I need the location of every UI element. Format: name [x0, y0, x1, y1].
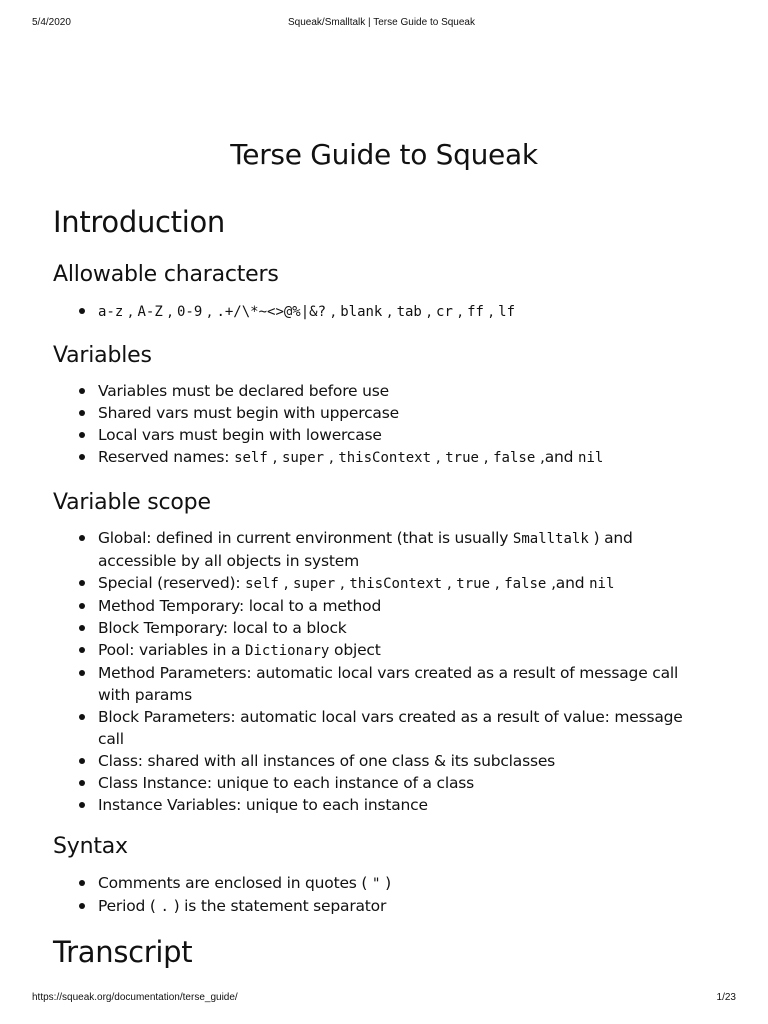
text-token: ,	[421, 302, 437, 320]
variable-scope-list	[53, 527, 703, 816]
list-item: Block Parameters: automatic local vars created as a result of value: message call	[53, 706, 703, 750]
code-token: super	[281, 450, 325, 466]
text-token: Global: defined in current environment (that is usually	[98, 529, 513, 547]
list-item-reserved-names	[53, 446, 703, 469]
code-token: thisContext	[349, 576, 443, 592]
text-token: Special (reserved):	[98, 574, 246, 592]
list-item: Instance Variables: unique to each instance	[53, 794, 703, 816]
text-token: ,	[382, 302, 397, 320]
code-token: self	[245, 576, 279, 592]
text-token: ,	[326, 302, 341, 320]
code-token: lf	[498, 304, 515, 320]
heading-variable-scope: Variable scope	[53, 490, 211, 515]
text-token: ,	[431, 448, 446, 466]
list-item-period	[53, 895, 703, 918]
list-item: Shared vars must begin with uppercase	[53, 402, 703, 424]
text-token: ,and	[535, 448, 579, 466]
heading-variables: Variables	[53, 343, 152, 368]
text-token: ,	[483, 302, 499, 320]
document-title: Terse Guide to Squeak	[230, 138, 538, 171]
list-item: Method Parameters: automatic local vars created as a result of message call with params	[53, 662, 703, 706]
code-token: nil	[578, 450, 604, 466]
list-item: Method Temporary: local to a method	[53, 595, 703, 617]
list-item-comments	[53, 872, 703, 895]
code-token: ff	[467, 304, 484, 320]
code-token: false	[504, 576, 547, 592]
text-token: ,	[267, 448, 282, 466]
text-token: ,	[202, 302, 217, 320]
heading-syntax: Syntax	[53, 834, 128, 859]
code-token: true	[456, 576, 490, 592]
syntax-list	[53, 872, 703, 918]
code-token: nil	[589, 576, 615, 592]
list-item: Class: shared with all instances of one class & its subclasses	[53, 750, 703, 772]
text-token: ,	[123, 302, 138, 320]
text-token: object	[329, 641, 381, 659]
print-date: 5/4/2020	[32, 17, 71, 28]
code-token: "	[371, 876, 381, 892]
code-token: Dictionary	[245, 643, 330, 659]
list-item: Local vars must begin with lowercase	[53, 424, 703, 446]
text-token: Period (	[98, 897, 161, 915]
code-token: a-z	[98, 304, 124, 320]
text-token: ,	[324, 448, 339, 466]
code-token: true	[445, 450, 479, 466]
print-header	[32, 17, 731, 31]
print-page-title: Squeak/Smalltalk | Terse Guide to Squeak	[288, 17, 475, 28]
text-token: ,	[442, 574, 457, 592]
code-token: thisContext	[338, 450, 432, 466]
text-token: ,	[162, 302, 177, 320]
text-token: ,	[490, 574, 505, 592]
text-token: ,	[278, 574, 294, 592]
text-token: ) is the statement separator	[168, 897, 387, 915]
text-token: ,	[452, 302, 468, 320]
text-token: ) and accessible by all objects in system	[98, 529, 633, 570]
text-token: ,	[478, 448, 494, 466]
list-item: Block Temporary: local to a block	[53, 617, 703, 639]
code-token: tab	[396, 304, 422, 320]
code-token: .	[160, 899, 169, 915]
list-item-pool	[53, 639, 703, 662]
text-token: Pool: variables in a	[98, 641, 246, 659]
list-item-special	[53, 572, 703, 595]
code-token: 0-9	[176, 304, 203, 320]
code-token: super	[293, 576, 336, 592]
text-token: ,and	[546, 574, 590, 592]
heading-introduction: Introduction	[53, 205, 226, 239]
heading-transcript: Transcript	[53, 935, 193, 969]
text-token: Comments are enclosed in quotes (	[98, 874, 372, 892]
print-url: https://squeak.org/documentation/terse_guide/	[32, 992, 238, 1003]
variables-list	[53, 380, 703, 469]
list-item	[53, 300, 703, 323]
code-token: blank	[340, 304, 383, 320]
page-number: 1/23	[716, 992, 736, 1003]
text-token: ,	[335, 574, 350, 592]
list-item: Variables must be declared before use	[53, 380, 703, 402]
print-footer	[32, 992, 736, 1006]
list-item-global	[53, 527, 703, 572]
text-token: )	[380, 874, 391, 892]
code-token: Smalltalk	[512, 531, 589, 547]
code-token: false	[493, 450, 536, 466]
code-token: self	[234, 450, 268, 466]
code-token: cr	[436, 304, 453, 320]
text-token: Reserved names:	[98, 448, 235, 466]
code-token: A-Z	[137, 304, 163, 320]
allowable-characters-list	[53, 300, 703, 323]
heading-allowable-characters: Allowable characters	[53, 262, 279, 287]
list-item: Class Instance: unique to each instance of a class	[53, 772, 703, 794]
code-token: .+/\*~<>@%|&?	[216, 304, 327, 320]
